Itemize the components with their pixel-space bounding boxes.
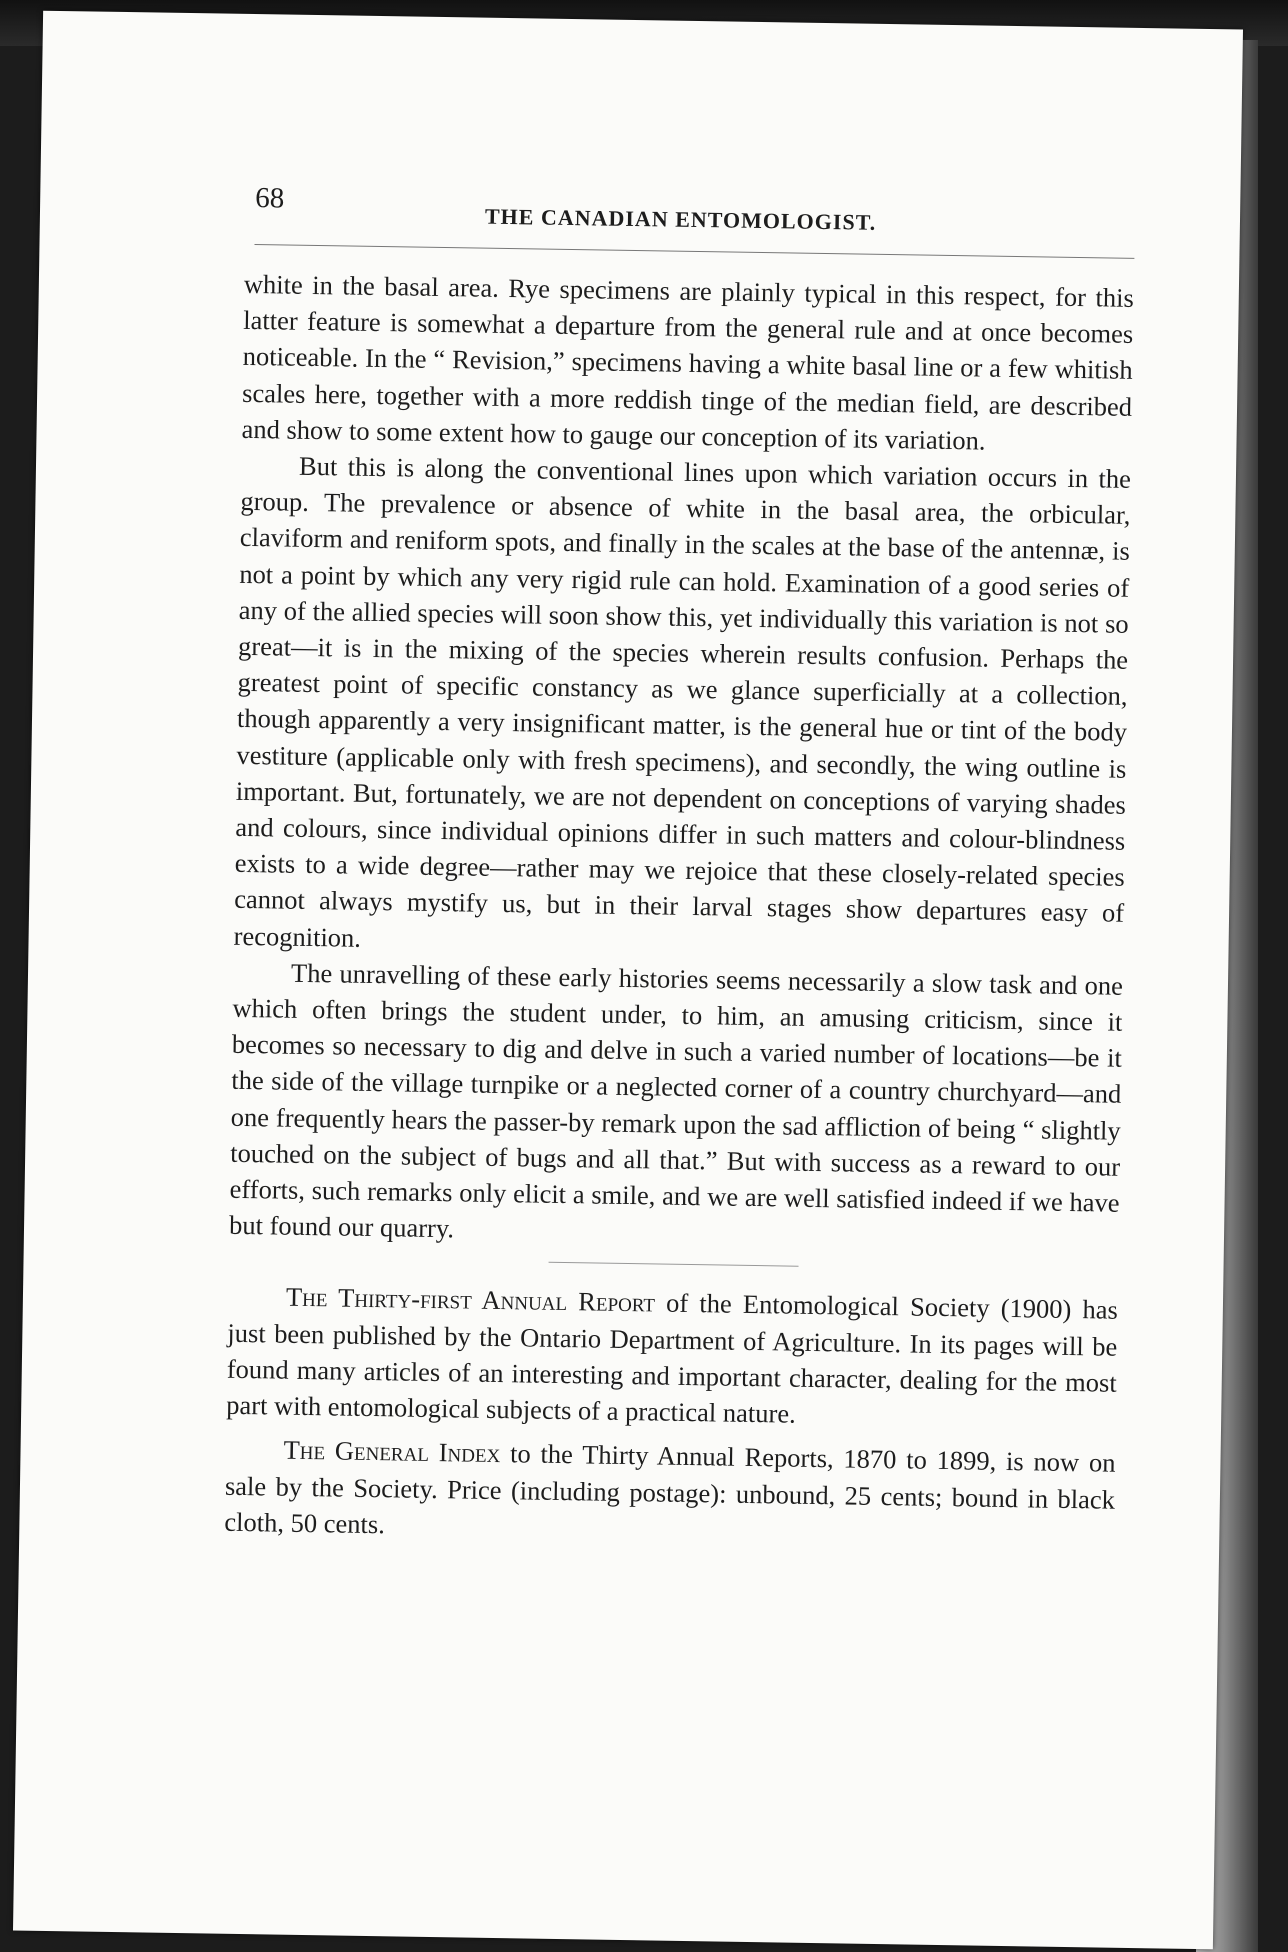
paragraph-3: The unravelling of these early histories seems necessarily a slow task and one which often brings the student under, to him, an amusing criticism, since it becomes so necessary to dig and delve in such a varied number of locations—be it the side of the village turnpike or a neglected corner of a country churchyard—and one frequently hears the passer-by remark upon the sad affliction of being “ slightly touched on the subject of bugs and all that.” But with success as a reward to our efforts, such remarks only elicit a smile, and we are well satisfied indeed if we have but found our quarry.	[228, 957, 1124, 1244]
annual-report-lead: The Thirty-first Annual Report	[285, 1282, 656, 1318]
header-rule	[254, 244, 1134, 259]
book-page	[13, 11, 1243, 1950]
paragraph-annual-report	[226, 1278, 1118, 1437]
running-title: THE CANADIAN ENTOMOLOGIST.	[484, 203, 877, 235]
paragraph-1: white in the basal area. Rye specimens are plainly typical in this respect, for this latter feature is somewhat a departure from the general rule and at once becomes noticeable. In the “ Revision,” specimens having a white basal line or a few whitish scales here, together with a more reddish tinge of the median field, are described and show to some extent how to gauge our conception of its variation.	[241, 268, 1135, 456]
general-index-text: to the Thirty Annual Reports, 1870 to 1899, is now on sale by the Society. Price (including postage): unbound, 25 cents; bound in black cloth, 50 cents.	[224, 1438, 1116, 1539]
page-content	[205, 133, 1166, 1539]
article-body	[224, 266, 1134, 1554]
annual-report-text: of the Entomological Society (1900) has just been published by the Ontario Department of Agriculture. In its pages will be found many articles of an interesting and important character, dealing for the most part with entomological subjects of a practical nature.	[226, 1287, 1119, 1429]
page-number: 68	[254, 182, 285, 215]
general-index-lead: The General Index	[283, 1434, 501, 1469]
section-divider	[549, 1262, 799, 1267]
paragraph-2: But this is along the conventional lines upon which variation occurs in the group. The prevalence or absence of white in the basal area, the orbicular, claviform and reniform spots, and finally in the scales at the base of the antennæ, is not a point by which any very rigid rule can hold. Examination of a good series of any of the allied species will soon show this, yet individually this variation is not so great—it is in the mixing of the species wherein results confusion. Perhaps the greatest point of specific constancy as we glance superficially at a collection, though apparently a very insignificant matter, is the general hue or tint of the body vestiture (applicable only with fresh specimens), and secondly, the wing outline is important. But, fortunately, we are not dependent on conceptions of varying shades and colours, since individual opinions differ in such matters and colour-blindness exists to a wide degree—rather may we rejoice that these closely-related species cannot always mystify us, but in their larval stages show departures easy of recognition.	[233, 450, 1132, 953]
page-header	[205, 133, 1166, 235]
paragraph-general-index	[224, 1431, 1116, 1554]
